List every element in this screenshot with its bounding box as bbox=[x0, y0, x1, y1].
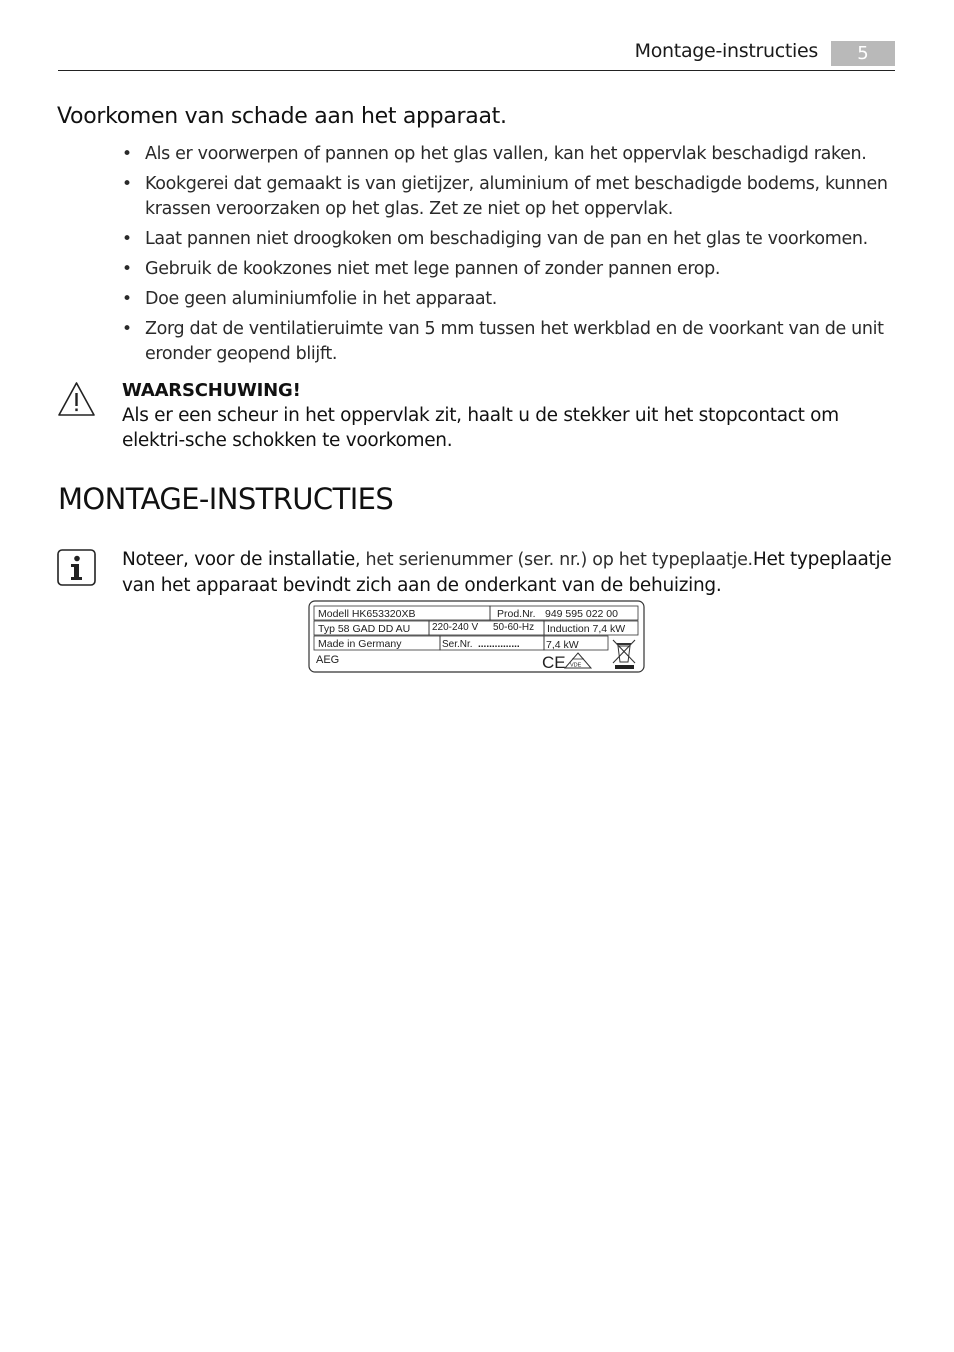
plate-brand: AEG bbox=[316, 654, 340, 666]
note-part-1: Noteer, voor de installatie bbox=[122, 549, 356, 570]
page-number: 5 bbox=[831, 41, 895, 66]
header-section-label: Montage-instructies bbox=[634, 40, 818, 62]
warning-triangle-icon bbox=[57, 381, 96, 417]
note-part-2: , het serienummer (ser. nr.) op het typeplaatje. bbox=[355, 550, 753, 570]
plate-model: Modell HK653320XB bbox=[318, 608, 416, 620]
bullet-text: Zorg dat de ventilatieruimte van 5 mm tussen het werkblad en de voorkant van de unit eronder geopend blijft. bbox=[145, 319, 884, 364]
plate-voltage: 220-240 V bbox=[432, 622, 479, 633]
bullet-text: Als er voorwerpen of pannen op het glas vallen, kan het oppervlak beschadigd raken. bbox=[145, 144, 867, 164]
plate-induction: Induction 7,4 kW bbox=[547, 623, 626, 635]
bullet-icon: • bbox=[122, 259, 132, 279]
plate-frequency: 50-60-Hz bbox=[493, 622, 535, 633]
list-item bbox=[122, 227, 892, 252]
plate-serial-dots: ............... bbox=[478, 639, 520, 650]
info-icon bbox=[57, 549, 96, 586]
vde-mark-text: VDE bbox=[570, 662, 582, 669]
ce-mark-icon: CE bbox=[542, 653, 566, 672]
bullet-text: Kookgerei dat gemaakt is van gietijzer, aluminium of met beschadigde bodems, kunnen krassen veroorzaken op het glas. Zet ze niet op het oppervlak. bbox=[145, 174, 888, 219]
list-item bbox=[122, 172, 892, 222]
plate-prod-label: Prod.Nr. bbox=[497, 608, 536, 620]
note-part-3: Het typeplaatje van het apparaat bevindt zich aan de onderkant van de behuizing. bbox=[122, 549, 892, 596]
plate-made-in: Made in Germany bbox=[318, 638, 402, 650]
header-divider bbox=[58, 70, 895, 71]
bullet-text: Gebruik de kookzones niet met lege pannen of zonder pannen erop. bbox=[145, 259, 721, 279]
plate-serial-label: Ser.Nr. bbox=[442, 639, 473, 650]
plate-power: 7,4 kW bbox=[546, 639, 579, 651]
list-item bbox=[122, 287, 892, 312]
bullet-icon: • bbox=[122, 319, 132, 339]
warning-block bbox=[122, 378, 897, 453]
plate-type: Typ 58 GAD DD AU bbox=[318, 623, 411, 635]
plate-prod-number: 949 595 022 00 bbox=[545, 608, 618, 620]
list-item bbox=[122, 142, 892, 167]
installation-note bbox=[122, 547, 892, 598]
bullet-icon: • bbox=[122, 229, 132, 249]
list-item bbox=[122, 257, 892, 282]
damage-bullet-list bbox=[122, 142, 892, 372]
list-item bbox=[122, 317, 892, 367]
damage-section-title: Voorkomen van schade aan het apparaat. bbox=[57, 104, 507, 129]
warning-title: WAARSCHUWING! bbox=[122, 380, 301, 401]
installation-section-title: MONTAGE-INSTRUCTIES bbox=[58, 482, 394, 516]
bullet-icon: • bbox=[122, 174, 132, 194]
bullet-icon: • bbox=[122, 144, 132, 164]
bullet-text: Laat pannen niet droogkoken om beschadiging van de pan en het glas te voorkomen. bbox=[145, 229, 868, 249]
bullet-text: Doe geen aluminiumfolie in het apparaat. bbox=[145, 289, 497, 309]
warning-body: Als er een scheur in het oppervlak zit, haalt u de stekker uit het stopcontact om elektri-sche schokken te voorkomen. bbox=[122, 405, 839, 451]
rating-plate bbox=[308, 600, 645, 673]
bullet-icon: • bbox=[122, 289, 132, 309]
